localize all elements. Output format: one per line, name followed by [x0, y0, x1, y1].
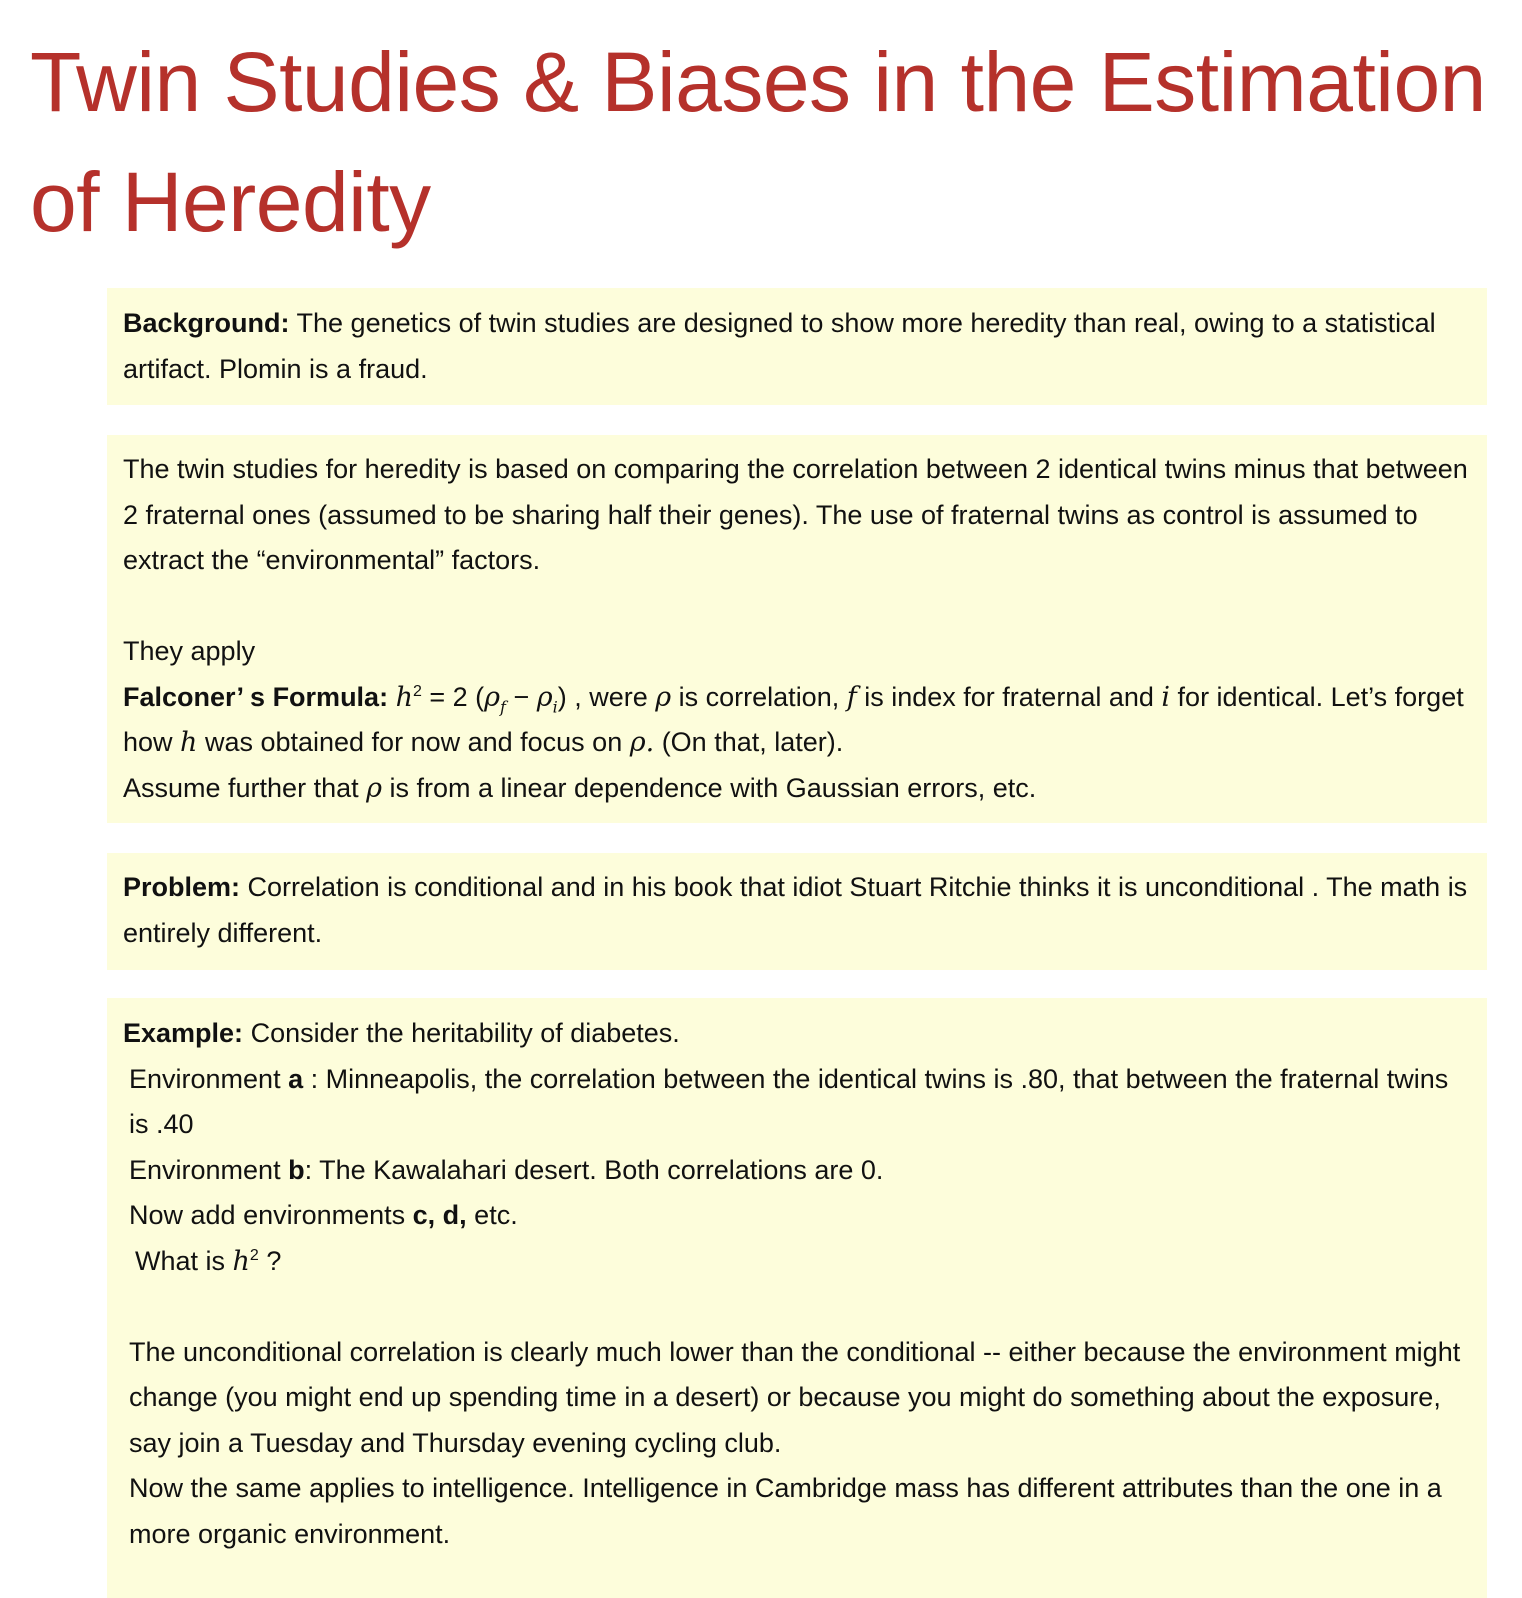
where-text: were: [581, 681, 656, 712]
rho-symbol: ρ: [655, 681, 672, 713]
example-intro-paragraph: [123, 1011, 1471, 1057]
env-a-text: : Minneapolis, the correlation between the identical twins is .80, that between the fraternal twins is .40: [129, 1063, 1449, 1139]
example-intro: Consider the heritability of diabetes.: [243, 1018, 680, 1048]
they-apply: They apply: [123, 636, 256, 666]
formula-mid: = 2 (: [421, 681, 485, 712]
env-b-word: Environment: [129, 1154, 289, 1185]
formula-h: h: [395, 681, 413, 713]
index-fraternal-text: is index for fraternal and: [856, 681, 1162, 712]
environment-a: [123, 1057, 1471, 1148]
add-pre: Now add environments: [129, 1200, 413, 1230]
example-paragraph-2: Now the same applies to intelligence. Intelligence in Cambridge mass has different attributes than the one in a more organic environment.: [129, 1473, 1442, 1549]
formula-minus: −: [505, 681, 537, 712]
assume-rho: ρ: [366, 772, 382, 804]
background-box: [107, 288, 1487, 405]
add-post: etc.: [466, 1200, 518, 1230]
obtained-text: was obtained for now and focus on: [197, 727, 630, 757]
method-box: [107, 435, 1487, 823]
example-label: Example:: [123, 1018, 244, 1048]
page-title: Twin Studies & Biases in the Estimation of Heredity: [30, 35, 1486, 249]
env-a-word: Environment: [129, 1063, 289, 1094]
spacer: [123, 584, 1471, 630]
problem-text: Correlation is conditional and in his book that idiot Stuart Ritchie thinks it is unconditional . The math is entirely different.: [123, 872, 1468, 948]
example-paragraph-1: The unconditional correlation is clearly much lower than the conditional -- either because the environment might change (you might end up spending time in a desert) or because you might do something about the exposure, say join a Tuesday and Thursday evening cycling club.: [129, 1336, 1461, 1458]
is-correlation-text: is correlation,: [671, 681, 847, 712]
assume-paragraph: [123, 766, 1471, 812]
problem-paragraph: [123, 865, 1471, 956]
env-b-letter: b: [288, 1154, 305, 1185]
background-label: Background:: [123, 308, 290, 338]
formula-exponent: 2: [412, 682, 422, 700]
what-is-h2: [123, 1239, 1471, 1285]
identical-text: for identical. Let’s forget how: [123, 681, 1464, 757]
add-environments: [123, 1193, 1471, 1239]
env-a-letter: a: [288, 1063, 304, 1094]
what-h: h: [232, 1245, 250, 1277]
formula-label: Falconer’ s Formula:: [123, 681, 389, 712]
background-paragraph: [123, 301, 1471, 392]
example-box: [107, 998, 1487, 1598]
problem-box: [107, 853, 1487, 970]
background-text: The genetics of twin studies are designed to show more heredity than real, owing to a statistical artifact. Plomin is a fraud.: [123, 308, 1436, 384]
method-intro: The twin studies for heredity is based on comparing the correlation between 2 identical twins minus that between 2 fraternal ones (assumed to be sharing half their genes). The use of fraternal twins as control is assumed to extract the “environmental” factors.: [123, 454, 1468, 575]
spacer: [123, 1284, 1471, 1330]
h-symbol: h: [180, 727, 198, 758]
f-symbol: f: [846, 681, 857, 713]
what-exponent: 2: [249, 1246, 259, 1264]
formula-rho-i: ρ: [536, 681, 553, 713]
add-bold: c, d,: [412, 1200, 467, 1230]
assume-post: is from a linear dependence with Gaussian errors, etc.: [381, 772, 1037, 803]
formula-rho-f: ρ: [484, 681, 501, 713]
formula-sub-f: f: [500, 696, 506, 716]
what-pre: What is: [135, 1245, 233, 1276]
rho-dot-symbol: ρ.: [629, 727, 655, 758]
formula-close: ) ,: [557, 681, 582, 712]
what-post: ?: [258, 1245, 282, 1276]
environment-b: [123, 1148, 1471, 1194]
later-text: (On that, later).: [654, 727, 844, 757]
problem-label: Problem:: [123, 872, 241, 902]
i-symbol: i: [1161, 681, 1171, 713]
formula-sub-i: i: [552, 696, 558, 716]
assume-pre: Assume further that: [123, 772, 367, 803]
env-b-text: : The Kawalahari desert. Both correlations are 0.: [304, 1154, 884, 1185]
formula-paragraph: [123, 675, 1471, 766]
